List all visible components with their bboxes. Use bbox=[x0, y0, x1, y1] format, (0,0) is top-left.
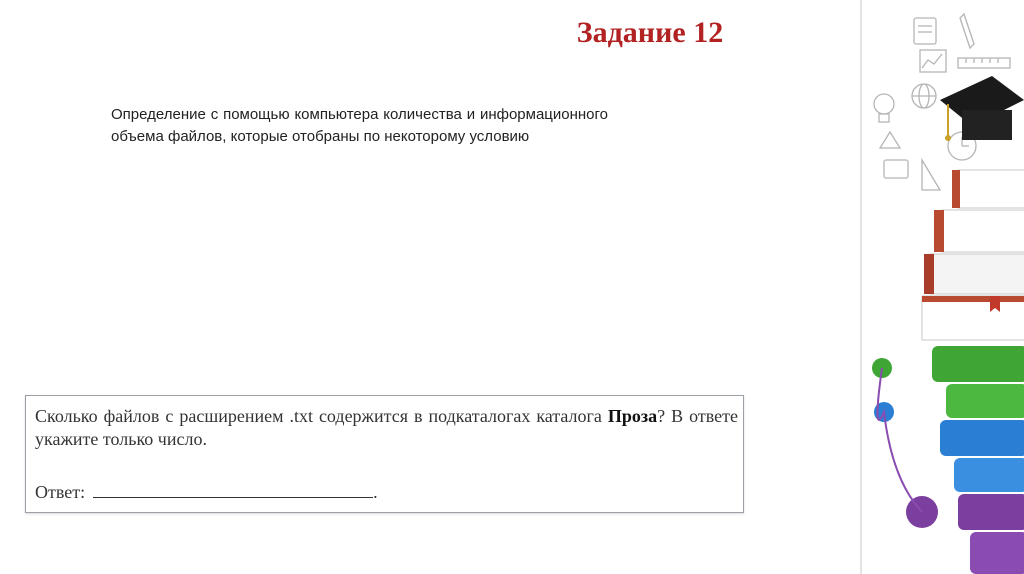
question-text-end: ? В ответе укажите только число. bbox=[35, 406, 739, 449]
red-book-stack bbox=[922, 170, 1024, 340]
pencil-icon bbox=[960, 14, 974, 48]
question-catalog-name: Проза bbox=[607, 406, 658, 426]
lightbulb-icon bbox=[874, 94, 894, 114]
set-square-icon bbox=[922, 160, 940, 190]
triangle-icon bbox=[880, 132, 900, 148]
books-illustration bbox=[862, 0, 1024, 574]
purple-book-stack bbox=[906, 494, 1024, 574]
graduation-cap-icon bbox=[940, 76, 1024, 141]
books-illustration-svg bbox=[862, 0, 1024, 574]
decorative-arc bbox=[877, 368, 922, 512]
answer-end-period: . bbox=[373, 482, 378, 502]
task-box bbox=[25, 395, 744, 513]
chart-icon bbox=[920, 50, 946, 72]
clipboard-icon bbox=[914, 18, 936, 44]
slide-title: Задание 12 bbox=[576, 16, 724, 49]
question-text-start: Сколько файлов с расширением .txt содержится в подкаталогах каталога bbox=[35, 406, 608, 426]
answer-label: Ответ: bbox=[35, 482, 86, 502]
task-question bbox=[35, 405, 738, 451]
answer-row bbox=[35, 481, 735, 504]
slide-description: Определение с помощью компьютера количества и информационного объема файлов, которые отобраны по некоторому условию bbox=[111, 106, 608, 145]
answer-blank-line bbox=[93, 481, 373, 498]
green-book-stack bbox=[872, 346, 1024, 418]
book-doodle-icon bbox=[884, 160, 908, 178]
